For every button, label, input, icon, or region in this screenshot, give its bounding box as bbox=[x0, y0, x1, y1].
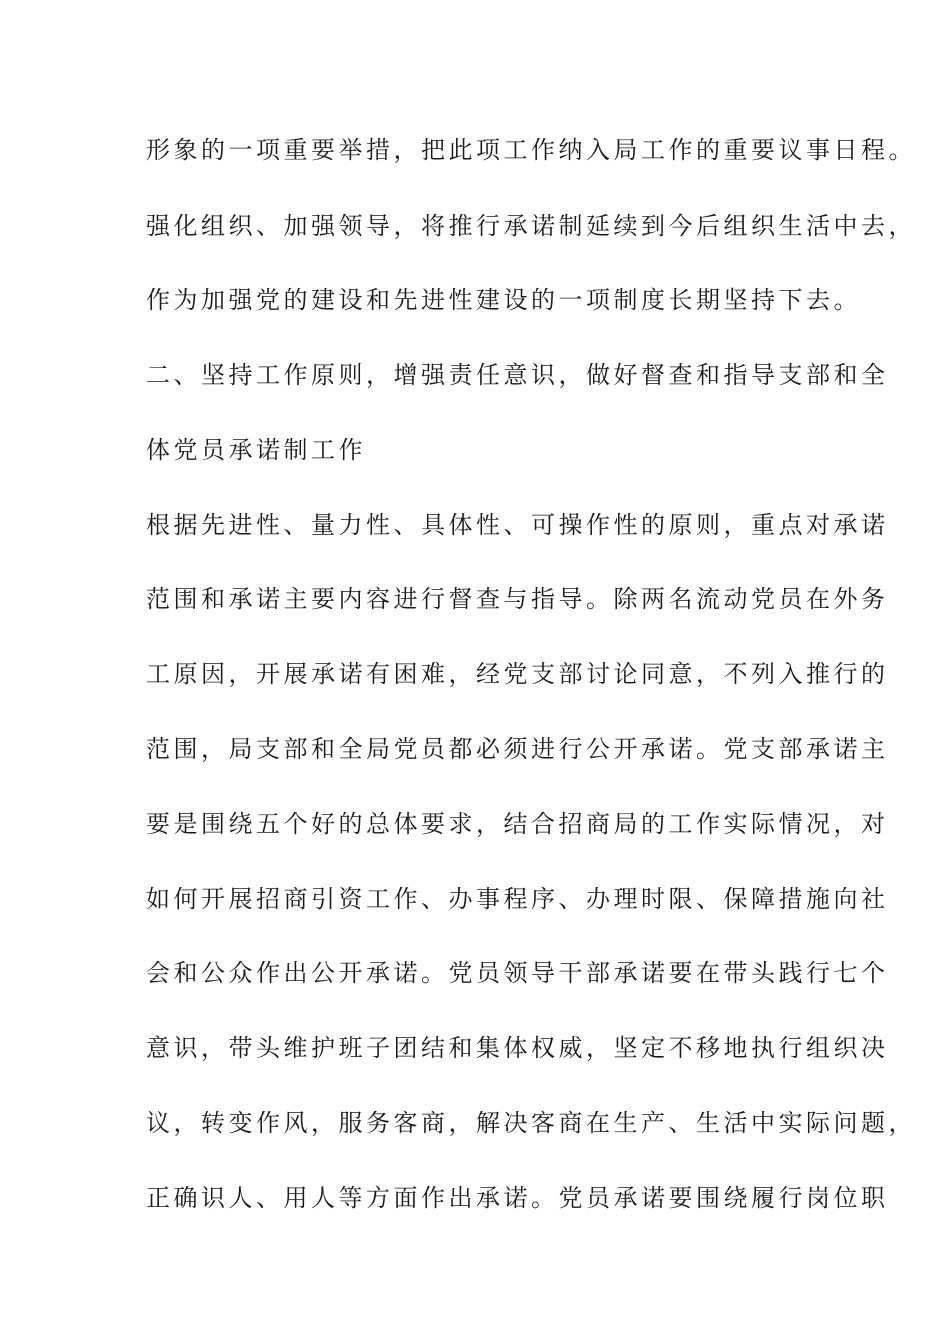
text-line: 工原因，开展承诺有困难，经党支部讨论同意，不列入推行的 bbox=[146, 660, 889, 688]
text-line: 根据先进性、量力性、具体性、可操作性的原则，重点对承诺 bbox=[146, 511, 889, 539]
text-line: 如何开展招商引资工作、办事程序、办理时限、保障措施向社 bbox=[146, 885, 889, 913]
text-line: 会和公众作出公开承诺。党员领导干部承诺要在带头践行七个 bbox=[146, 959, 889, 987]
section-heading-line: 体党员承诺制工作 bbox=[146, 436, 366, 464]
text-line: 形象的一项重要举措，把此项工作纳入局工作的重要议事日程。 bbox=[146, 136, 916, 164]
text-line: 范围，局支部和全局党员都必须进行公开承诺。党支部承诺主 bbox=[146, 735, 889, 763]
text-line: 议，转变作风，服务客商，解决客商在生产、生活中实际问题， bbox=[146, 1109, 916, 1137]
text-line: 作为加强党的建设和先进性建设的一项制度长期坚持下去。 bbox=[146, 286, 861, 314]
text-line: 正确识人、用人等方面作出承诺。党员承诺要围绕履行岗位职 bbox=[146, 1184, 889, 1212]
text-line: 强化组织、加强领导，将推行承诺制延续到今后组织生活中去， bbox=[146, 212, 916, 240]
text-line: 要是围绕五个好的总体要求，结合招商局的工作实际情况，对 bbox=[146, 810, 889, 838]
section-heading-line: 二、坚持工作原则，增强责任意识，做好督查和指导支部和全 bbox=[146, 361, 889, 389]
text-line: 意识，带头维护班子团结和集体权威，坚定不移地执行组织决 bbox=[146, 1034, 889, 1062]
text-line: 范围和承诺主要内容进行督查与指导。除两名流动党员在外务 bbox=[146, 585, 889, 613]
